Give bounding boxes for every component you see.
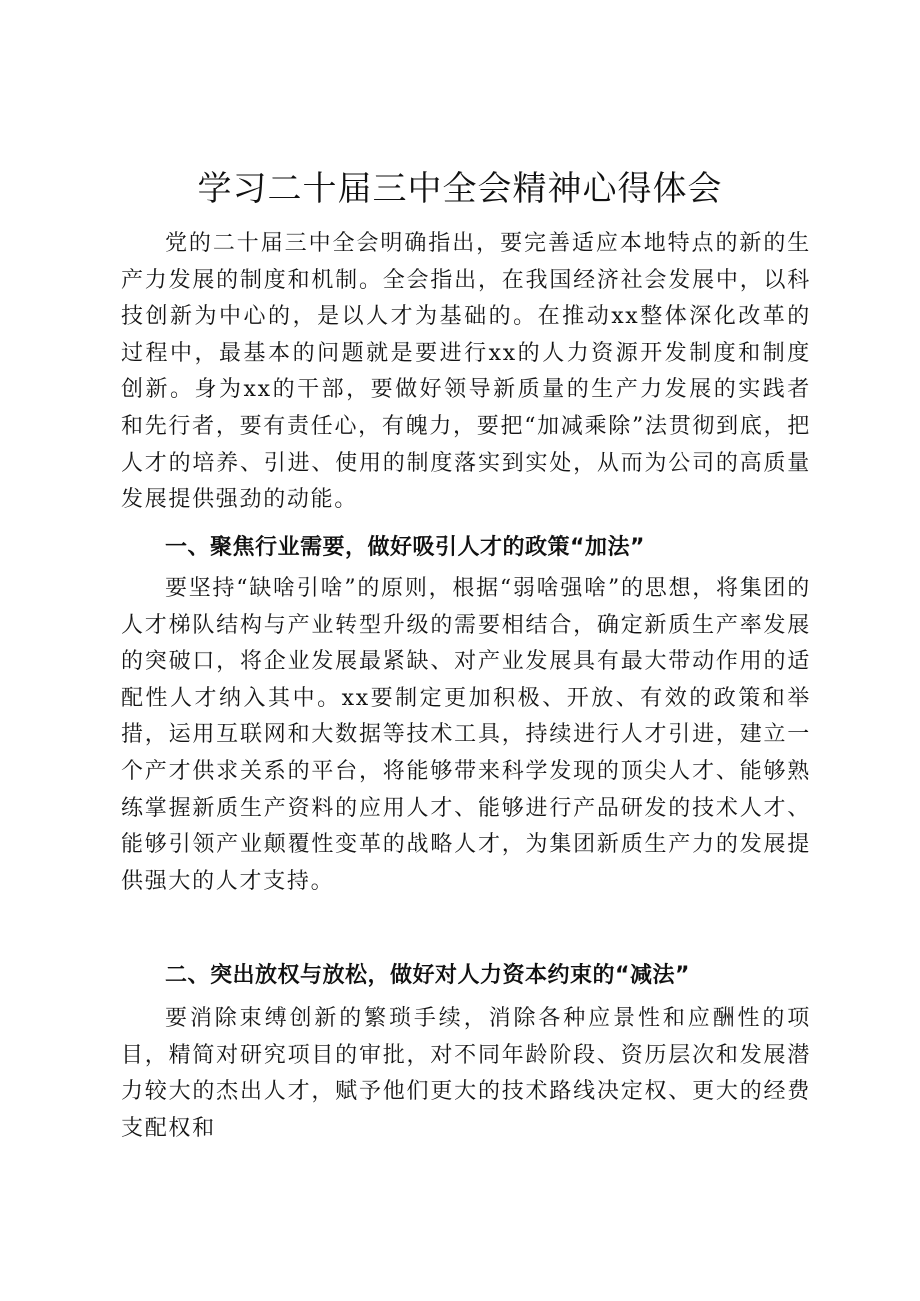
section-heading-2: 二、突出放权与放松，做好对人力资本约束的“减法” (165, 963, 690, 988)
document-title: 学习二十届三中全会精神心得体会 (197, 169, 723, 209)
section-heading-1: 一、聚焦行业需要，做好吸引人才的政策“加法” (165, 535, 645, 560)
paragraph-section-2: 要消除束缚创新的繁琐手续，消除各种应景性和应酬性的项目，精简对研究项目的审批，对不同年龄阶段、资历层次和发展潜力较大的杰出人才，赋予他们更大的技术路线决定权、更大的经费支配权和 (121, 1006, 811, 1141)
paragraph-section-1: 要坚持“缺啥引啥”的原则，根据“弱啥强啥”的思想，将集团的人才梯队结构与产业转型升级的需要相结合，确定新质生产率发展的突破口，将企业发展最紧缺、对产业发展具有最大带动作用的适配性人才纳入其中。xx要制定更加积极、开放、有效的政策和举措，运用互联网和大数据等技术工具，持续进行人才引进，建立一个产才供求关系的平台，将能够带来科学发现的顶尖人才、能够熟练掌握新质生产资料的应用人才、能够进行产品研发的技术人才、能够引领产业颠覆性变革的战略人才，为集团新质生产力的发展提供强大的人才支持。 (121, 576, 811, 894)
paragraph-intro: 党的二十届三中全会明确指出，要完善适应本地特点的新的生产力发展的制度和机制。全会指出，在我国经济社会发展中，以科技创新为中心的，是以人才为基础的。在推动xx整体深化改革的过程中，最基本的问题就是要进行xx的人力资源开发制度和制度创新。身为xx的干部，要做好领导新质量的生产力发展的实践者和先行者，要有责任心，有魄力，要把“加减乘除”法贯彻到底，把人才的培养、引进、使用的制度落实到实处，从而为公司的高质量发展提供强劲的动能。 (121, 231, 811, 513)
